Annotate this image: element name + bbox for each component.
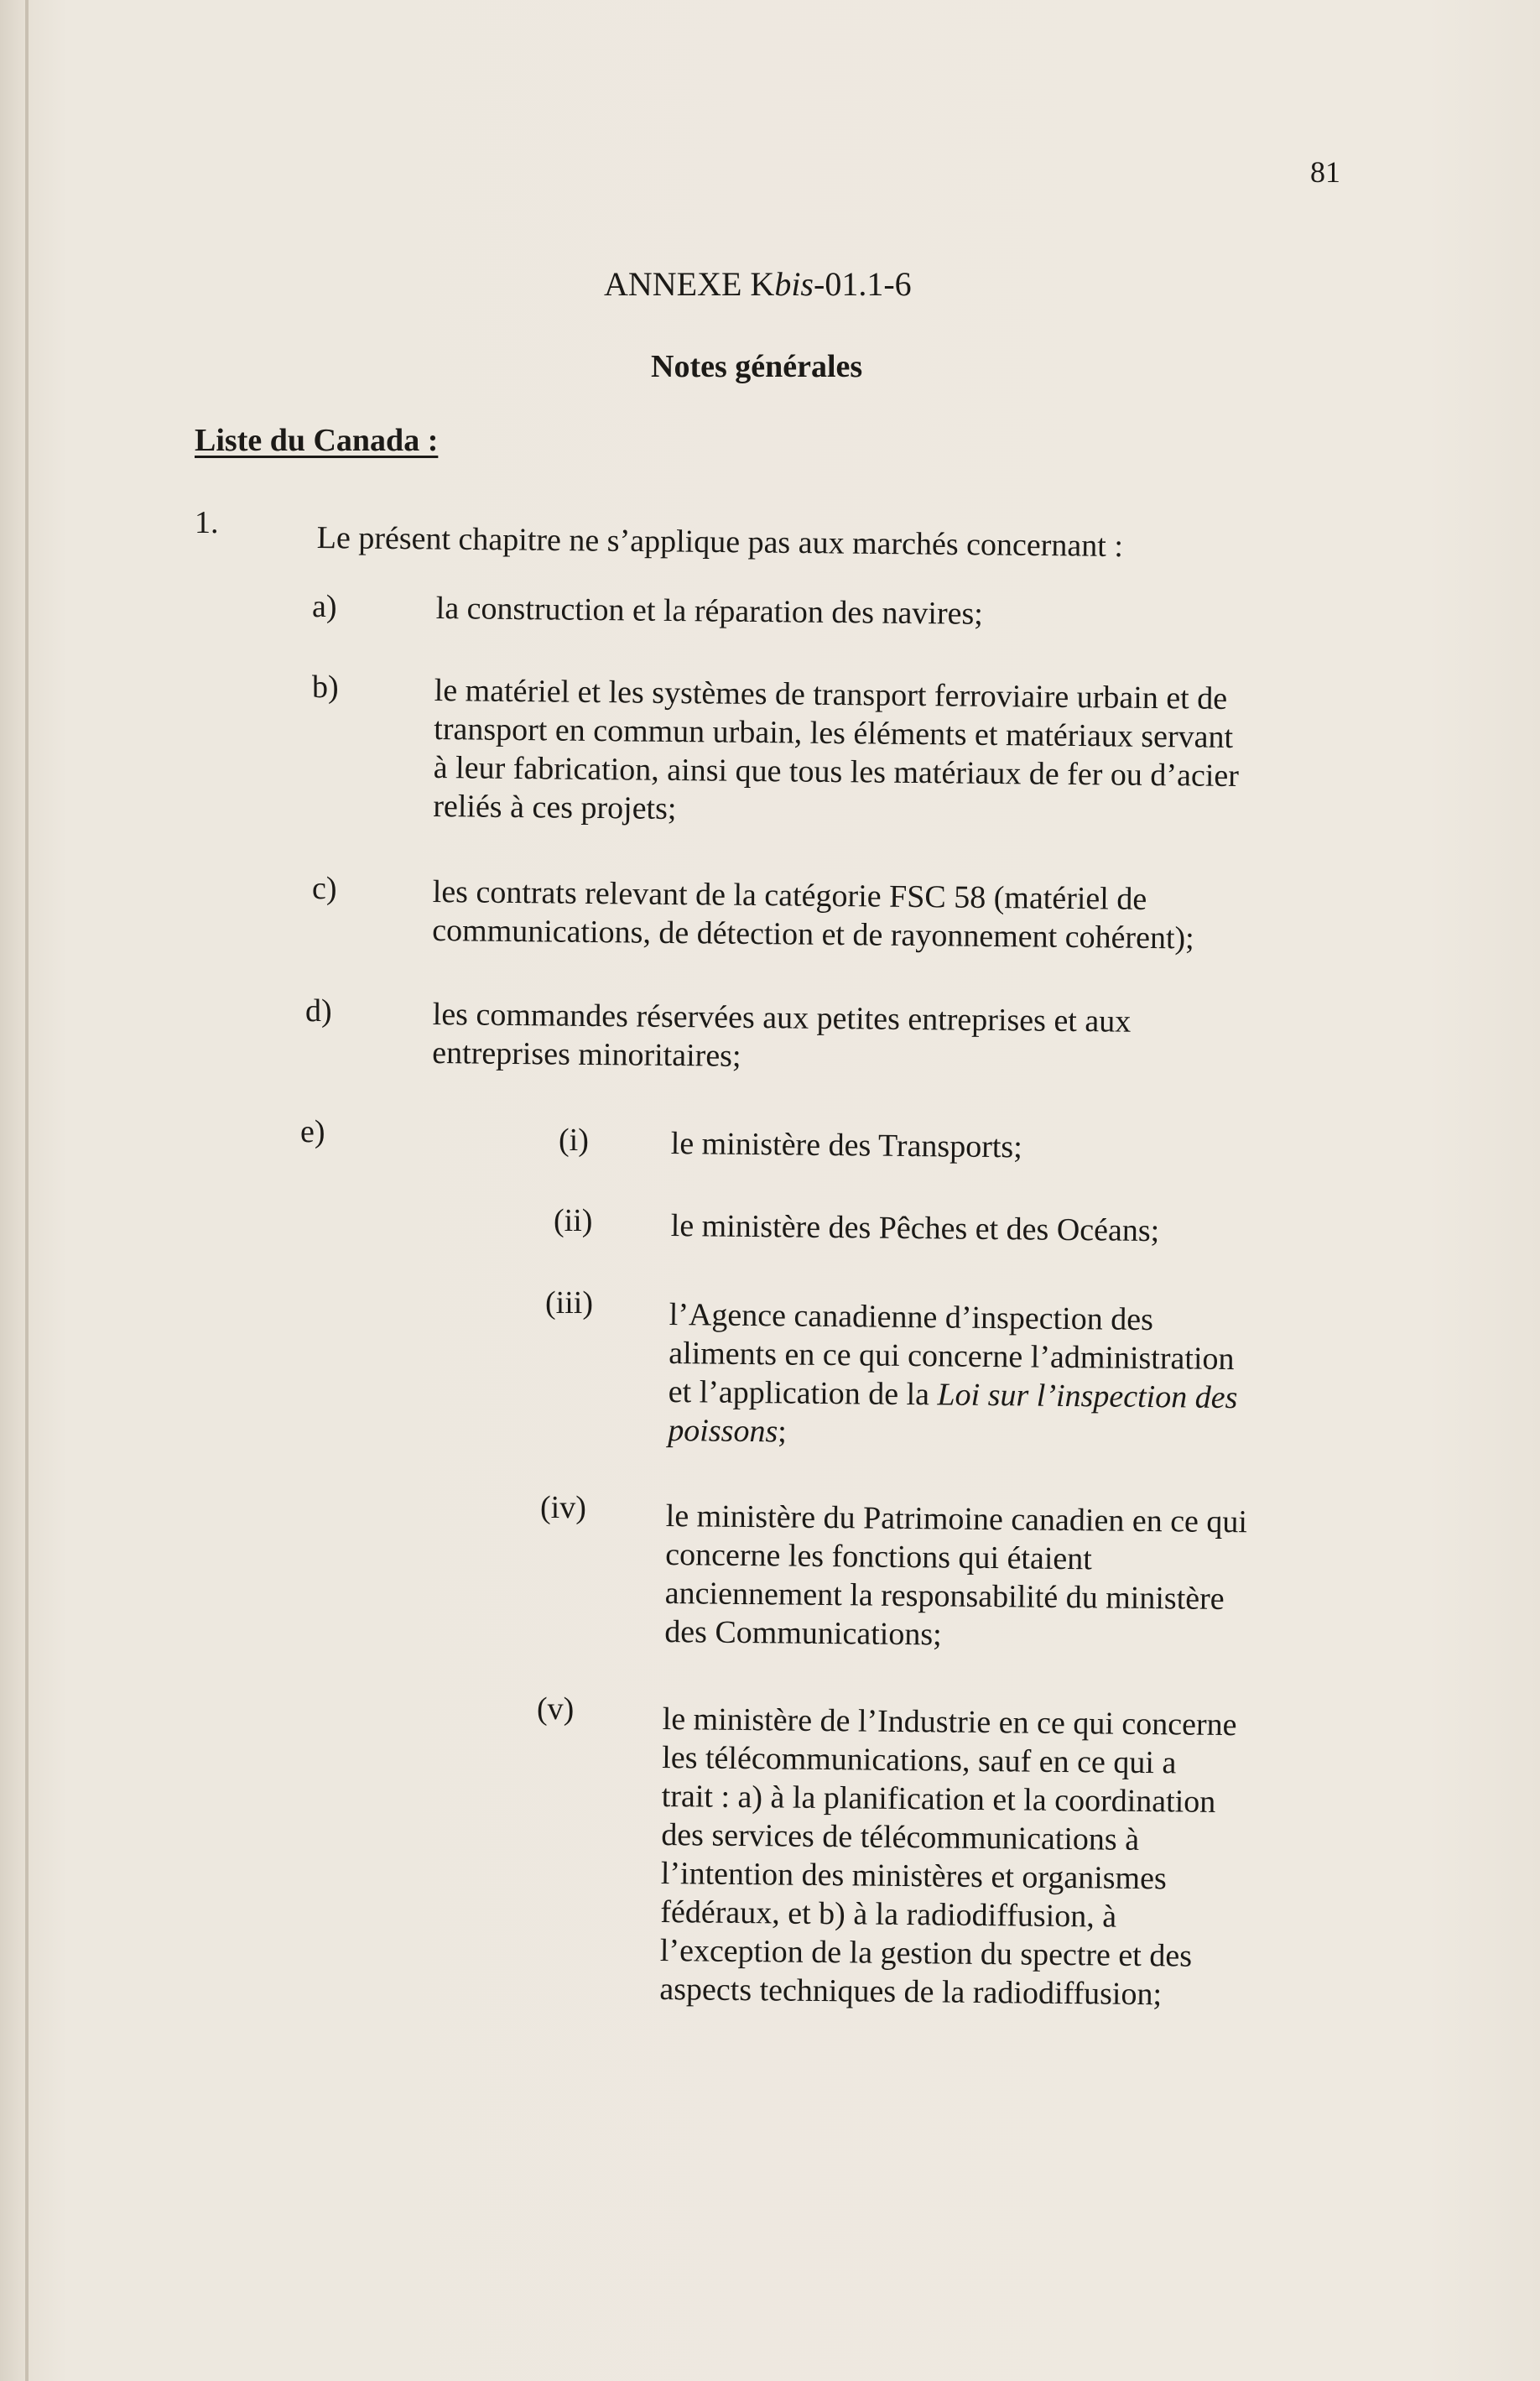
subitem-e-iii-text xyxy=(668,1295,1238,1456)
subitem-d-text xyxy=(432,995,1131,1080)
subitem-b-line: transport en commun urbain, les éléments et matériaux servant xyxy=(434,711,1234,755)
subitem-e-v-line: l’intention des ministères et organismes xyxy=(660,1855,1168,1897)
subitem-a-text xyxy=(436,589,984,633)
notes-title: Notes générales xyxy=(651,349,863,384)
item-1-number: 1. xyxy=(195,505,219,540)
subitem-e-v-line: le ministère de l’Industrie en ce qui concerne xyxy=(662,1701,1237,1743)
law-title-part2: poissons xyxy=(668,1412,778,1450)
subitem-e-iv-label: (iv) xyxy=(540,1490,586,1525)
subitem-e-iv-text xyxy=(664,1497,1247,1657)
law-title-part1: Loi sur l’inspection des xyxy=(937,1377,1238,1416)
subitem-e-i-line: le ministère des Transports; xyxy=(670,1125,1023,1165)
subitem-e-ii-label: (ii) xyxy=(554,1203,593,1238)
subitem-e-v-line: trait : a) à la planification et la coordination xyxy=(661,1778,1216,1820)
subitem-e-v-line: l’exception de la gestion du spectre et des xyxy=(659,1932,1193,1974)
subitem-a-line: la construction et la réparation des navires; xyxy=(435,590,984,632)
subitem-e-iv-line: concerne les fonctions qui étaient xyxy=(665,1536,1093,1577)
subitem-e-ii-text xyxy=(671,1206,1160,1250)
annex-title-prefix: ANNEXE K xyxy=(604,265,775,303)
subitem-e-v-line: fédéraux, et b) à la radiodiffusion, à xyxy=(660,1894,1117,1935)
subitem-e-iii-line: l’Agence canadienne d’inspection des xyxy=(669,1296,1154,1338)
subitem-e-v-line: les télécommunications, sauf en ce qui a xyxy=(662,1739,1177,1781)
subitem-b-text xyxy=(433,671,1240,834)
subitem-e-iv-line: le ministère du Patrimoine canadien en ce qui xyxy=(665,1498,1248,1540)
subitem-e-iii-line xyxy=(669,1373,1238,1417)
subitem-d-line: les commandes réservées aux petites entreprises et aux xyxy=(432,996,1132,1039)
subitem-e-iv-line: anciennement la responsabilité du ministère xyxy=(664,1575,1225,1617)
subitem-e-iv-line: des Communications; xyxy=(664,1613,942,1653)
subitem-b-line: reliés à ces projets; xyxy=(433,788,677,827)
section-heading: Liste du Canada : xyxy=(195,423,439,458)
subitem-b-line: le matériel et les systèmes de transport ferroviaire urbain et de xyxy=(434,672,1228,716)
subitem-b-label: b) xyxy=(312,669,339,705)
subitem-c-label: c) xyxy=(312,871,337,906)
subitem-b-line: à leur fabrication, ainsi que tous les matériaux de fer ou d’acier xyxy=(433,749,1240,795)
subitem-e-i-text xyxy=(671,1124,1023,1166)
subitem-d-line: entreprises minoritaires; xyxy=(432,1034,741,1074)
subitem-e-v-line: aspects techniques de la radiodiffusion; xyxy=(659,1971,1163,2013)
subitem-c-text xyxy=(432,873,1194,958)
subitem-e-iii-line: aliments en ce qui concerne l’administration xyxy=(669,1335,1235,1378)
annex-title-italic: bis xyxy=(774,265,814,303)
page-binding-edge xyxy=(25,0,29,2381)
subitem-e-v-label: (v) xyxy=(537,1691,575,1727)
annex-title xyxy=(604,265,912,304)
page-number: 81 xyxy=(1310,155,1340,189)
subitem-e-v-text xyxy=(659,1700,1237,2014)
subitem-c-line: les contrats relevant de la catégorie FSC 58 (matériel de xyxy=(432,873,1147,917)
subitem-e-iii-line-start: et l’application de la xyxy=(668,1373,938,1413)
law-end: ; xyxy=(778,1414,788,1450)
subitem-c-line: communications, de détection et de rayonnement cohérent); xyxy=(432,912,1194,956)
subitem-e-iii-label: (iii) xyxy=(545,1285,593,1321)
subitem-e-label: e) xyxy=(300,1114,325,1149)
subitem-a-label: a) xyxy=(312,589,337,624)
annex-title-suffix: -01.1-6 xyxy=(814,265,912,303)
subitem-e-v-line: des services de télécommunications à xyxy=(661,1816,1140,1857)
subitem-e-iii-line xyxy=(668,1411,1237,1456)
subitem-e-i-label: (i) xyxy=(559,1123,589,1158)
subitem-e-ii-line: le ministère des Pêches et des Océans; xyxy=(670,1207,1160,1249)
item-1-text: Le présent chapitre ne s’applique pas aux marchés concernant : xyxy=(316,519,1124,565)
subitem-d-label: d) xyxy=(305,993,332,1029)
